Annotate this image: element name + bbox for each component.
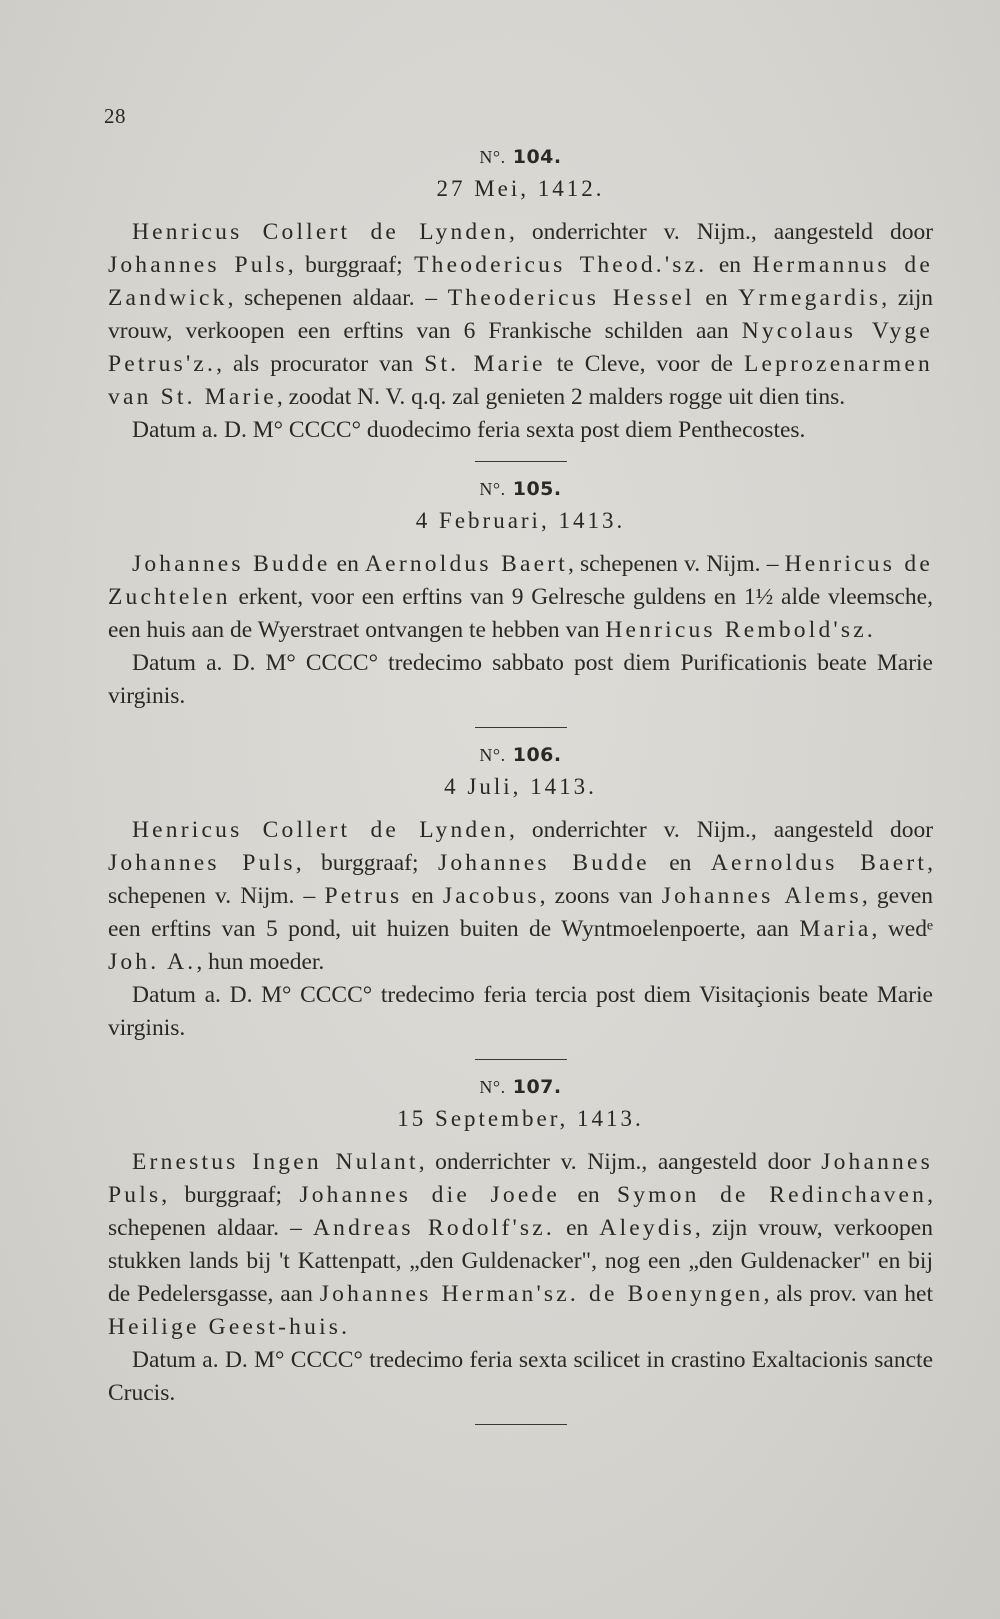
spaced-name: Leprozenarmen van St. Marie — [108, 351, 933, 410]
spaced-name: Johannes die Joede — [299, 1182, 561, 1208]
entry-number — [108, 744, 933, 766]
body-text-segment: . — [341, 1314, 348, 1340]
body-text-segment: en — [694, 285, 739, 311]
entry-number — [108, 146, 933, 168]
body-text-segment: , wedᵉ — [871, 916, 933, 942]
body-text-segment: , schepenen v. Nijm. – — [567, 551, 785, 577]
spaced-name: Andreas Rodolf'sz. — [312, 1215, 555, 1241]
spaced-name: Johannes Puls — [108, 1149, 933, 1208]
entry-number-value: 106. — [512, 744, 562, 766]
spaced-name: Symon de Redinchaven — [616, 1182, 928, 1208]
spaced-name: Petrus — [324, 883, 403, 909]
separator-rule — [475, 727, 567, 728]
entry-number-value: 104. — [512, 146, 562, 168]
spaced-name: Johannes Puls — [108, 850, 296, 876]
charter-entry-106 — [108, 744, 933, 1060]
entry-body — [108, 216, 933, 414]
entry-number-value: 105. — [512, 478, 562, 500]
number-label: N°. — [479, 745, 506, 765]
body-text-segment: , burggraaf; — [161, 1182, 300, 1208]
entry-body — [108, 1146, 933, 1344]
spaced-name: Henricus Rembold'sz. — [605, 617, 876, 643]
spaced-name: Aleydis — [599, 1215, 695, 1241]
spaced-name: Aernoldus Baert — [710, 850, 928, 876]
body-text-segment: , als prov. van het — [763, 1281, 934, 1307]
body-text-segment: , hun moeder. — [196, 949, 325, 975]
spaced-name: Hermannus de Zandwick — [108, 252, 934, 311]
body-text-segment: erkent, voor een erftins van 9 Gelresche guldens en 1½ alde vleemsche, een huis aan de Wyerstraet ontvangen te hebben van — [108, 584, 933, 643]
spaced-name: Johannes Alems — [661, 883, 862, 909]
entry-datum: Datum a. D. M° CCCC° tredecimo sabbato post diem Purificationis beate Marie virginis. — [108, 650, 933, 709]
entry-number — [108, 478, 933, 500]
body-text-segment: , schepenen v. Nijm. – — [108, 850, 933, 909]
entry-datum: Datum a. D. M° CCCC° duodecimo feria sexta post diem Penthecostes. — [132, 417, 806, 443]
body-text-segment: , burggraaf; — [287, 252, 415, 278]
spaced-name: Johannes Budde — [132, 551, 331, 577]
spaced-name: Aernoldus Baert — [365, 551, 568, 577]
entry-number — [108, 1076, 933, 1098]
spaced-name: Joh. A. — [108, 949, 197, 975]
body-text-segment: , geven een erftins van 5 pond, uit huizen buiten de Wyntmoelenpoerte, aan — [108, 883, 933, 942]
spaced-name: St. Marie — [424, 351, 546, 377]
entry-body — [108, 814, 933, 979]
body-text-segment: , als procurator van — [216, 351, 425, 377]
entry-date: 4 Juli, 1413. — [444, 774, 597, 799]
body-text-segment: en — [554, 1215, 600, 1241]
entry-datum: Datum a. D. M° CCCC° tredecimo feria tercia post diem Visitaçionis beate Marie virginis. — [108, 982, 933, 1041]
body-text-segment: , schepenen aldaar. – — [227, 285, 448, 311]
entry-date: 15 September, 1413. — [397, 1106, 644, 1131]
spaced-name: Maria — [799, 916, 872, 942]
charter-entry-105 — [108, 478, 933, 728]
body-text-segment: , onderrichter v. Nijm., aangesteld door — [418, 1149, 822, 1175]
body-text-segment: , schepenen aldaar. – — [108, 1182, 933, 1241]
spaced-name: Ernestus Ingen Nulant — [132, 1149, 419, 1175]
spaced-name: Jacobus — [442, 883, 540, 909]
entry-number-value: 107. — [512, 1076, 562, 1098]
number-label: N°. — [479, 147, 506, 167]
page-content — [108, 146, 933, 1441]
charter-entry-104 — [108, 146, 933, 462]
body-text-segment: , onderrichter v. Nijm., aangesteld door — [508, 817, 934, 843]
spaced-name: Yrmegardis — [738, 285, 882, 311]
body-text-segment: en — [560, 1182, 617, 1208]
separator-rule — [475, 1424, 567, 1425]
number-label: N°. — [479, 479, 506, 499]
spaced-name: Theodericus Hessel — [447, 285, 695, 311]
body-text-segment: , zoons van — [539, 883, 662, 909]
body-text-segment: en — [330, 551, 366, 577]
spaced-name: Henricus Collert de Lynden — [132, 817, 509, 843]
body-text-segment: en — [402, 883, 443, 909]
body-text-segment: te Cleve, voor de — [545, 351, 744, 377]
entry-datum: Datum a. D. M° CCCC° tredecimo feria sexta scilicet in crastino Exaltacionis sancte Crucis. — [108, 1347, 933, 1406]
spaced-name: Henricus de Zuchtelen — [108, 551, 934, 610]
entry-date: 27 Mei, 1412. — [436, 176, 605, 201]
body-text-segment: en — [649, 850, 711, 876]
number-label: N°. — [479, 1077, 506, 1097]
separator-rule — [475, 461, 567, 462]
entry-date: 4 Februari, 1413. — [415, 508, 626, 533]
spaced-name: Johannes Herman'sz. de Boenyngen — [319, 1281, 764, 1307]
spaced-name: Henricus Collert de Lynden — [132, 219, 509, 245]
spaced-name: Johannes Puls — [108, 252, 288, 278]
charter-entry-107 — [108, 1076, 933, 1425]
spaced-name: Johannes Budde — [437, 850, 650, 876]
body-text-segment: , zijn vrouw, verkoopen stukken lands bij 't Kattenpatt, „den Guldenacker", nog een „den Guldenacker" en bij de Pedelersgasse, aan — [108, 1215, 933, 1307]
body-text-segment: , burggraaf; — [295, 850, 438, 876]
body-text-segment: en — [707, 252, 753, 278]
spaced-name: Theodericus Theod.'sz. — [414, 252, 708, 278]
spaced-name: Heilige Geest-huis — [108, 1314, 342, 1340]
spaced-name: Nycolaus Vyge Petrus'z. — [108, 318, 933, 377]
page-number: 28 — [104, 104, 126, 128]
body-text-segment: , zijn vrouw, verkoopen een erftins van 6 Frankische schilden aan — [108, 285, 933, 344]
separator-rule — [475, 1059, 567, 1060]
entry-body — [108, 548, 933, 647]
body-text-segment: , onderrichter v. Nijm., aangesteld door — [508, 219, 934, 245]
body-text-segment: , zoodat N. V. q.q. zal genieten 2 malders rogge uit dien tins. — [276, 384, 846, 410]
